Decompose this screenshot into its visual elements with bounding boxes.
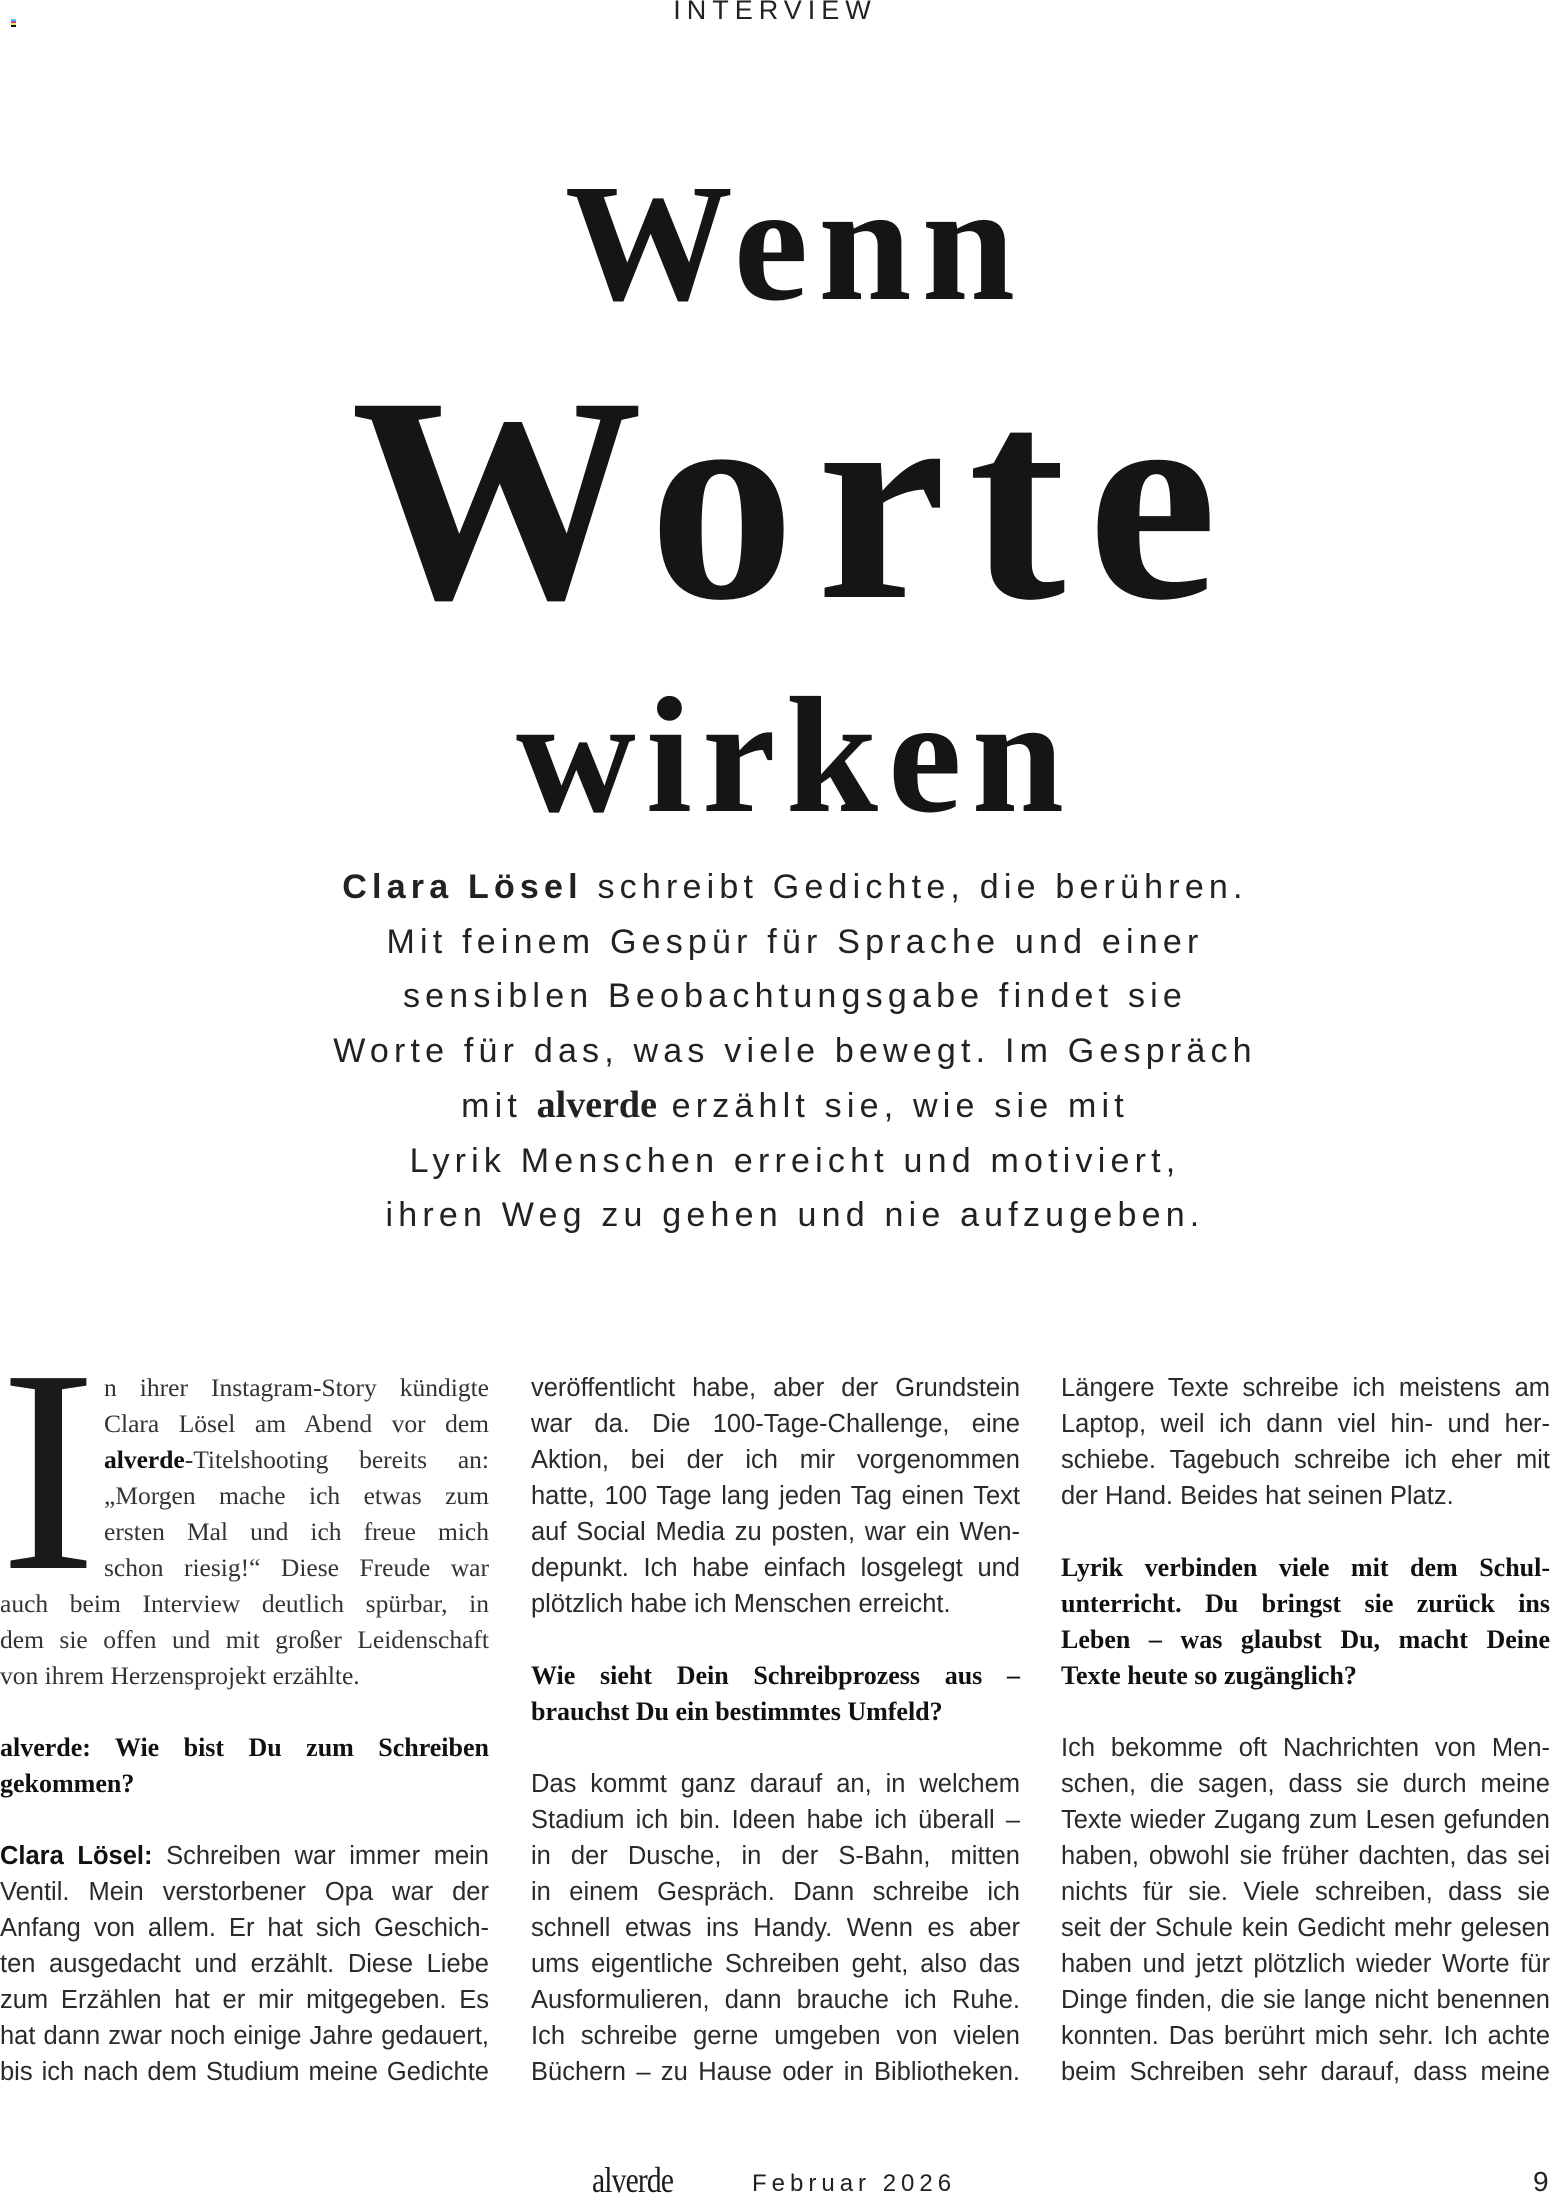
text-line [0, 1982, 489, 2018]
text-line [0, 1730, 489, 1766]
text-line [1061, 1802, 1550, 1838]
text-line [1061, 1982, 1550, 2018]
text-line [531, 1982, 1020, 2018]
text: Ich schreibe gerne umgeben von vielen [531, 2022, 1020, 2050]
headline-line-1: Wenn [564, 150, 1026, 336]
bold-text: alverde [104, 1445, 185, 1474]
article-paragraph [1061, 1730, 1550, 2090]
text-line [1061, 1370, 1550, 1406]
text-line [0, 1946, 489, 1982]
article-paragraph [1061, 1370, 1550, 1514]
text: hat dann zwar noch einige Jahre gedauert, [0, 2022, 489, 2050]
text: Anfang von allem. Er hat sich Geschich- [0, 1914, 489, 1942]
text: Texte heute so zugänglich? [1061, 1661, 1357, 1690]
text: n ihrer Instagram-Story kündigte [104, 1373, 489, 1402]
text-line [1061, 1730, 1550, 1766]
lead-text: erzählt sie, wie sie mit [656, 1087, 1129, 1125]
text: Texte wieder Zugang zum Lesen gefunden [1061, 1806, 1550, 1834]
text-line [1061, 1658, 1550, 1694]
text: Aktion, bei der ich mir vorgenommen [531, 1446, 1020, 1474]
text-line [0, 1766, 489, 1802]
section-label: INTERVIEW [673, 0, 877, 25]
issue-date: Februar 2026 [752, 2170, 957, 2197]
text: bis ich nach dem Studium meine Gedichte [0, 2058, 489, 2086]
text-line [1061, 1910, 1550, 1946]
text-line [531, 1370, 1020, 1406]
text-line [0, 2018, 489, 2054]
text: Längere Texte schreibe ich meistens am [1061, 1374, 1550, 1402]
lead-line: Mit feinem Gespür für Sprache und einer [386, 922, 1204, 961]
lead-line [0, 1078, 1550, 1134]
text: depunkt. Ich habe einfach losgelegt und [531, 1554, 1020, 1582]
text: Stadium ich bin. Ideen habe ich überall – [531, 1806, 1020, 1834]
lead-line: Lyrik Menschen erreicht und motiviert, [409, 1141, 1181, 1180]
text: Das kommt ganz darauf an, in welchem [531, 1770, 1020, 1798]
text-line [104, 1370, 489, 1406]
text-line [531, 1586, 1020, 1622]
text: in der Dusche, in der S-Bahn, mitten [531, 1842, 1020, 1870]
text-line [531, 1838, 1020, 1874]
text: in einem Gespräch. Dann schreibe ich [531, 1878, 1020, 1906]
text-line [1061, 1586, 1550, 1622]
text-line [531, 1478, 1020, 1514]
interview-question [0, 1730, 489, 1802]
text: war da. Die 100-Tage-Challenge, eine [531, 1410, 1020, 1438]
text-line [0, 1910, 489, 1946]
text: alverde: Wie bist Du zum Schreiben [0, 1733, 489, 1762]
text: unterricht. Du bringst sie zurück ins [1061, 1589, 1550, 1618]
article-column-1 [0, 1370, 489, 2126]
text-line [531, 1910, 1020, 1946]
text-line [1061, 1442, 1550, 1478]
text: Ich bekomme oft Nachrichten von Men- [1061, 1734, 1550, 1762]
text-line [104, 1478, 489, 1514]
text: -Titelshooting bereits an: [184, 1445, 489, 1474]
text-line [531, 1802, 1020, 1838]
text: auch beim Interview deutlich spürbar, in [0, 1589, 489, 1618]
text-line [531, 2018, 1020, 2054]
headline-line-2: Worte [350, 338, 1240, 661]
text: von ihrem Herzensprojekt erzählte. [0, 1661, 360, 1690]
text-line [531, 1874, 1020, 1910]
interview-question [1061, 1550, 1550, 1694]
text: Wie sieht Dein Schreibprozess aus – [531, 1661, 1020, 1690]
footer-logo: alverde [592, 2160, 674, 2200]
article-column-3 [1061, 1370, 1550, 2126]
text-line [531, 1694, 1020, 1730]
text: konnten. Das berührt mich sehr. Ich achte [1061, 2022, 1550, 2050]
text-line [0, 2054, 489, 2090]
text-line [1061, 2018, 1550, 2054]
text: veröffentlicht habe, aber der Grundstein [531, 1374, 1020, 1402]
text-line [104, 1406, 489, 1442]
drop-cap: I [0, 1310, 97, 1572]
lead-line [0, 860, 1550, 915]
text: schen, die sagen, dass sie durch meine [1061, 1770, 1550, 1798]
interview-question [531, 1658, 1020, 1730]
text: Lyrik verbinden viele mit dem Schul- [1061, 1553, 1550, 1582]
text-line [531, 1658, 1020, 1694]
text: Leben – was glaubst Du, macht Deine [1061, 1625, 1550, 1654]
article-paragraph [531, 1766, 1020, 2090]
text: zum Erzählen hat er mir mitgegeben. Es [0, 1986, 489, 2014]
text-line [1061, 1622, 1550, 1658]
text-line [531, 1550, 1020, 1586]
text-line [531, 1766, 1020, 1802]
text-line [1061, 1550, 1550, 1586]
text: haben, obwohl sie früher dachten, das sei [1061, 1842, 1550, 1870]
article-paragraph [0, 1838, 489, 2090]
text: Schreiben war immer mein [152, 1842, 489, 1870]
text: schnell etwas ins Handy. Wenn es aber [531, 1914, 1020, 1942]
page-number: 9 [1533, 2166, 1549, 2197]
text-line [531, 1406, 1020, 1442]
text-line [531, 1946, 1020, 1982]
text-line [0, 1658, 489, 1694]
article-paragraph [531, 1370, 1020, 1622]
text: nichts für sie. Viele schreiben, dass sie [1061, 1878, 1550, 1906]
text: schiebe. Tagebuch schreibe ich eher mit [1061, 1446, 1550, 1474]
text-line [531, 1514, 1020, 1550]
lead-line: sensiblen Beobachtungsgabe findet sie [402, 977, 1188, 1015]
text-line [104, 1550, 489, 1586]
text: gekommen? [0, 1769, 135, 1798]
interviewee-name: Clara Lösel [342, 868, 583, 906]
text: beim Schreiben sehr darauf, dass meine [1061, 2058, 1550, 2086]
text: ersten Mal und ich freue mich [104, 1517, 489, 1546]
text: schon riesig!“ Diese Freude war [104, 1553, 489, 1582]
text-line [1061, 2054, 1550, 2090]
text-line [1061, 1946, 1550, 1982]
text: plötzlich habe ich Menschen erreicht. [531, 1590, 951, 1618]
text-line [0, 1586, 489, 1622]
text-line [1061, 1406, 1550, 1442]
lead-line: ihren Weg zu gehen und nie aufzugeben. [385, 1196, 1205, 1234]
brand-name: alverde [536, 1084, 657, 1126]
text: ums eigentliche Schreiben geht, also das [531, 1950, 1020, 1978]
lead-paragraph [0, 860, 1550, 1243]
text: Dinge finden, die sie lange nicht benennen [1061, 1986, 1550, 2014]
headline-line-3: wirken [516, 663, 1074, 847]
text: Clara Lösel am Abend vor dem [104, 1409, 489, 1438]
article-paragraph [0, 1370, 489, 1694]
text: seit der Schule kein Gedicht mehr gelesen [1061, 1914, 1550, 1942]
text-line [1061, 1766, 1550, 1802]
lead-text: mit [461, 1087, 537, 1125]
text-line [1061, 1838, 1550, 1874]
lead-line: Worte für das, was viele bewegt. Im Gespräch [333, 1031, 1257, 1070]
text: Laptop, weil ich dann viel hin- und her- [1061, 1410, 1550, 1438]
text: hatte, 100 Tage lang jeden Tag einen Text [531, 1482, 1020, 1510]
text-line [0, 1838, 489, 1874]
text: Ausformulieren, dann brauche ich Ruhe. [531, 1986, 1020, 2014]
text: „Morgen mache ich etwas zum [104, 1481, 489, 1510]
text-line [0, 1622, 489, 1658]
text: ten ausgedacht und erzählt. Diese Liebe [0, 1950, 489, 1978]
lead-text: schreibt Gedichte, die berühren. [582, 868, 1248, 906]
text-line [1061, 1874, 1550, 1910]
bold-text: Clara Lösel: [0, 1842, 153, 1870]
text: Büchern – zu Hause oder in Bibliotheken. [531, 2058, 1020, 2086]
text-line [104, 1442, 489, 1478]
text: der Hand. Beides hat seinen Platz. [1061, 1482, 1454, 1510]
text-line [531, 1442, 1020, 1478]
text-line [531, 2054, 1020, 2090]
text: auf Social Media zu posten, war ein Wen- [531, 1518, 1020, 1546]
text: dem sie offen und mit großer Leidenschaft [0, 1625, 489, 1654]
text-line [1061, 1478, 1550, 1514]
text: brauchst Du ein bestimmtes Umfeld? [531, 1697, 943, 1726]
text-line [104, 1514, 489, 1550]
text-line [0, 1874, 489, 1910]
article-column-2 [531, 1370, 1020, 2126]
text: haben und jetzt plötzlich wieder Worte für [1061, 1950, 1550, 1978]
text: Ventil. Mein verstorbener Opa war der [0, 1878, 489, 1906]
